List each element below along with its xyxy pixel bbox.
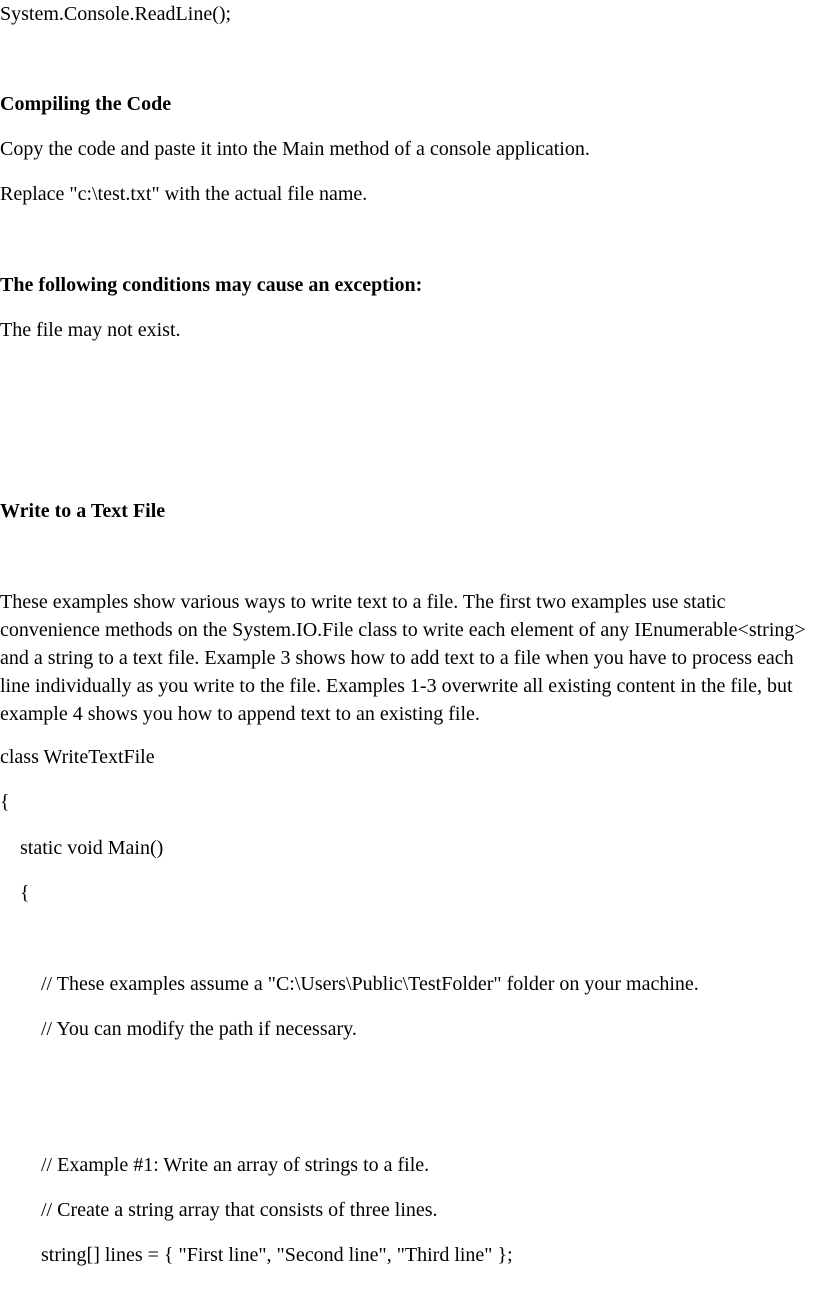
code-comment-example-1: // Example #1: Write an array of strings to a file.	[41, 1154, 430, 1176]
condition-file-not-exist: The file may not exist.	[0, 319, 181, 341]
heading-write-to-text-file: Write to a Text File	[0, 500, 166, 522]
code-class-declaration: class WriteTextFile	[0, 746, 155, 768]
intro-paragraph: These examples show various ways to write text to a file. The first two examples use static convenience methods on the System.IO.File class to write each element of any IEnumerable<string> and a string to a text file. Example 3 shows how to add text to a file when you have to process each line individually as you write to the file. Examples 1-3 overwrite all existing content in the file, but example 4 shows you how to append text to an existing file.	[0, 591, 806, 725]
code-main-declaration: static void Main()	[20, 837, 164, 859]
code-comment-create-array: // Create a string array that consists of three lines.	[41, 1199, 438, 1221]
compile-step-replace-filename: Replace "c:\test.txt" with the actual file name.	[0, 183, 368, 205]
code-comment-assume-folder: // These examples assume a "C:\Users\Public\TestFolder" folder on your machine.	[41, 973, 699, 995]
code-open-brace-main: {	[20, 882, 30, 904]
code-line-readline: System.Console.ReadLine();	[0, 3, 232, 25]
code-open-brace-class: {	[0, 791, 10, 813]
heading-compiling-the-code: Compiling the Code	[0, 93, 172, 115]
code-comment-modify-path: // You can modify the path if necessary.	[41, 1018, 357, 1040]
compile-step-copy-code: Copy the code and paste it into the Main method of a console application.	[0, 138, 590, 160]
heading-exception-conditions: The following conditions may cause an exception:	[0, 274, 423, 296]
code-lines-declaration: string[] lines = { "First line", "Second line", "Third line" };	[41, 1244, 513, 1266]
